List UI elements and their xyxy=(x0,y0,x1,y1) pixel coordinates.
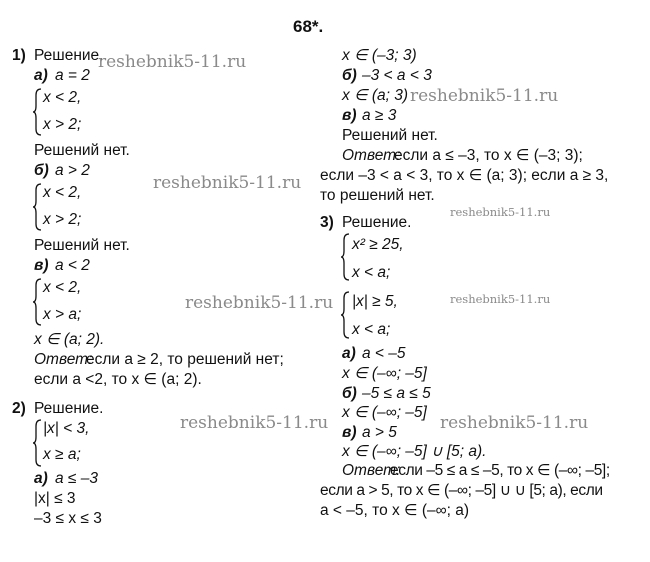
part2-a-label: а) xyxy=(34,470,48,487)
part1-a-sys-1: x < 2, xyxy=(43,89,82,106)
part1-v-label: в) xyxy=(34,257,49,274)
part2-line-2: –3 ≤ x ≤ 3 xyxy=(34,510,102,527)
system-brace xyxy=(33,277,43,327)
part2-line-1: |x| ≤ 3 xyxy=(34,490,76,507)
part2-answer-label: Ответ: xyxy=(342,147,401,164)
part2-answer-2: если –3 < a < 3, то x ∈ (a; 3); если a ≥ 3, xyxy=(320,167,609,184)
part3-v-label: в) xyxy=(342,424,357,441)
part3-heading: Решение. xyxy=(342,214,412,231)
system-brace xyxy=(33,182,43,232)
part3-answer-2: если a > 5, то x ∈ (–∞; –5] ∪ ∪ [5; a), если xyxy=(320,482,603,499)
part1-b-label: б) xyxy=(34,162,49,179)
part1-number: 1) xyxy=(12,47,26,64)
part1-a-result: Решений нет. xyxy=(34,142,130,159)
watermark: reshebnik5-11.ru xyxy=(440,413,589,433)
part3-a-label: а) xyxy=(342,345,356,362)
part3-sys1-1: x² ≥ 25, xyxy=(352,236,404,253)
part3-a-cond: a < –5 xyxy=(362,345,406,362)
part2-line-4: x ∈ (a; 3) xyxy=(342,87,409,104)
part3-b-cond: –5 ≤ a ≤ 5 xyxy=(362,385,431,402)
part1-a-sys-2: x > 2; xyxy=(43,116,82,133)
part3-sys2-1: |x| ≥ 5, xyxy=(352,293,398,310)
problem-number: 68*. xyxy=(293,17,324,36)
part2-v-cond: a ≥ 3 xyxy=(362,107,397,124)
part2-a-cond: a ≤ –3 xyxy=(55,470,98,487)
part3-answer-1: если –5 ≤ a ≤ –5, то x ∈ (–∞; –5]; xyxy=(390,462,610,479)
watermark: reshebnik5-11.ru xyxy=(180,413,329,433)
watermark: reshebnik5-11.ru xyxy=(450,205,551,219)
part2-heading: Решение. xyxy=(34,400,104,417)
part2-number: 2) xyxy=(12,400,26,417)
part2-result: Решений нет. xyxy=(342,127,438,144)
part1-v-cond: a < 2 xyxy=(55,257,90,274)
part2-b-label: б) xyxy=(342,67,357,84)
part1-a-cond: a = 2 xyxy=(55,67,90,84)
part1-b-cond: a > 2 xyxy=(55,162,90,179)
part2-sys-1: |x| < 3, xyxy=(43,420,90,437)
part3-line-2: x ∈ (–∞; –5] xyxy=(342,404,427,421)
part1-a-label: а) xyxy=(34,67,48,84)
watermark: reshebnik5-11.ru xyxy=(153,173,302,193)
part1-answer-label: Ответ: xyxy=(34,351,93,368)
part1-b-sys-1: x < 2, xyxy=(43,184,82,201)
part3-line-3: x ∈ (–∞; –5] ∪ [5; a). xyxy=(342,443,487,460)
part1-b-sys-2: x > 2; xyxy=(43,211,82,228)
part2-b-cond: –3 < a < 3 xyxy=(362,67,432,84)
system-brace xyxy=(341,232,351,282)
part2-answer-3: то решений нет. xyxy=(320,187,435,204)
part1-answer-1: если a ≥ 2, то решений нет; xyxy=(86,351,284,368)
part3-number: 3) xyxy=(320,214,334,231)
system-brace xyxy=(33,418,43,468)
watermark: reshebnik5-11.ru xyxy=(410,86,559,106)
system-brace xyxy=(341,290,351,340)
watermark: reshebnik5-11.ru xyxy=(98,52,247,72)
part1-heading: Решение. xyxy=(34,47,104,64)
part1-v-result: x ∈ (a; 2). xyxy=(34,331,105,348)
part3-b-label: б) xyxy=(342,385,357,402)
part1-answer-2: если a <2, то x ∈ (a; 2). xyxy=(34,371,202,388)
part3-answer-3: a < –5, то x ∈ (–∞; a) xyxy=(320,502,470,519)
part3-sys2-2: x < a; xyxy=(352,321,391,338)
part3-line-1: x ∈ (–∞; –5] xyxy=(342,365,427,382)
system-brace xyxy=(33,87,43,137)
part3-answer-label: Ответ: xyxy=(342,462,401,479)
part2-v-label: в) xyxy=(342,107,357,124)
part1-b-result: Решений нет. xyxy=(34,237,130,254)
part2-answer-1: если a ≤ –3, то x ∈ (–3; 3); xyxy=(394,147,583,164)
watermark: reshebnik5-11.ru xyxy=(450,292,551,306)
part3-sys1-2: x < a; xyxy=(352,264,391,281)
part2-sys-2: x ≥ a; xyxy=(43,446,81,463)
part3-v-cond: a > 5 xyxy=(362,424,397,441)
part1-v-sys-1: x < 2, xyxy=(43,279,82,296)
part1-v-sys-2: x > a; xyxy=(43,306,82,323)
watermark: reshebnik5-11.ru xyxy=(185,293,334,313)
part2-line-3: x ∈ (–3; 3) xyxy=(342,47,417,64)
